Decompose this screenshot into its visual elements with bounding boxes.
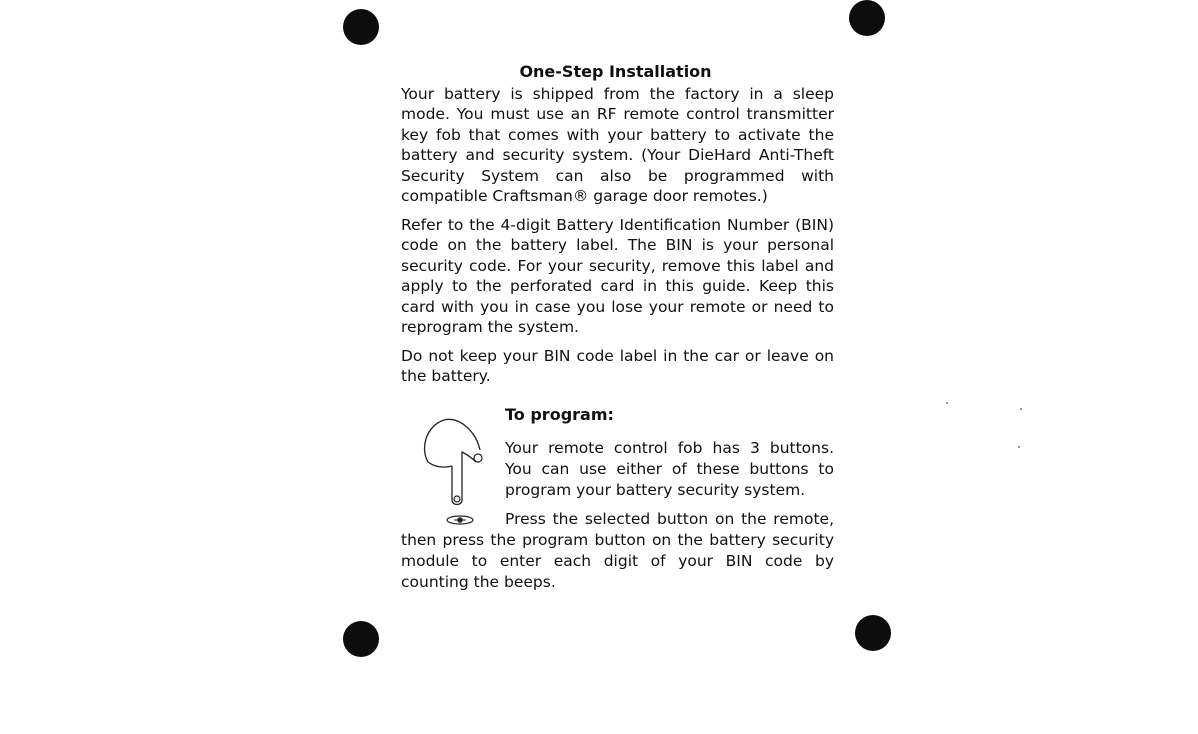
page-title: One-Step Installation — [519, 62, 712, 81]
paragraph-bin-warning: Do not keep your BIN code label in the car or leave on the battery. — [401, 347, 834, 386]
scan-speck — [1018, 446, 1020, 448]
paragraph-fob-buttons: Your remote control fob has 3 buttons. You can use either of these buttons to program your battery security system. — [505, 439, 834, 499]
binder-hole — [855, 615, 891, 651]
binder-hole — [343, 9, 379, 45]
program-heading: To program: — [505, 405, 614, 424]
paragraph-sleep-mode: Your battery is shipped from the factory in a sleep mode. You must use an RF remote control transmitter key fob that comes with your battery to activate the battery and security system. (Your DieHard Anti-Theft Security System can also be programmed with compatible Craftsman® garage door remotes.) — [401, 85, 834, 206]
binder-hole — [343, 621, 379, 657]
finger-pressing-icon — [418, 418, 488, 510]
binder-hole — [849, 0, 885, 36]
scan-speck — [946, 402, 948, 404]
paragraph-press-button: Press the selected button on the remote, then press the program button on the battery security module to enter each digit of your BIN code by counting the beeps. — [401, 510, 834, 591]
paragraph-bin-code: Refer to the 4-digit Battery Identification Number (BIN) code on the battery label. The BIN is your personal security code. For your security, remove this label and apply to the perforated card in this guide. Keep this card with you in case you lose your remote or need to reprogram the system. — [401, 216, 834, 337]
scan-speck — [1020, 408, 1022, 410]
